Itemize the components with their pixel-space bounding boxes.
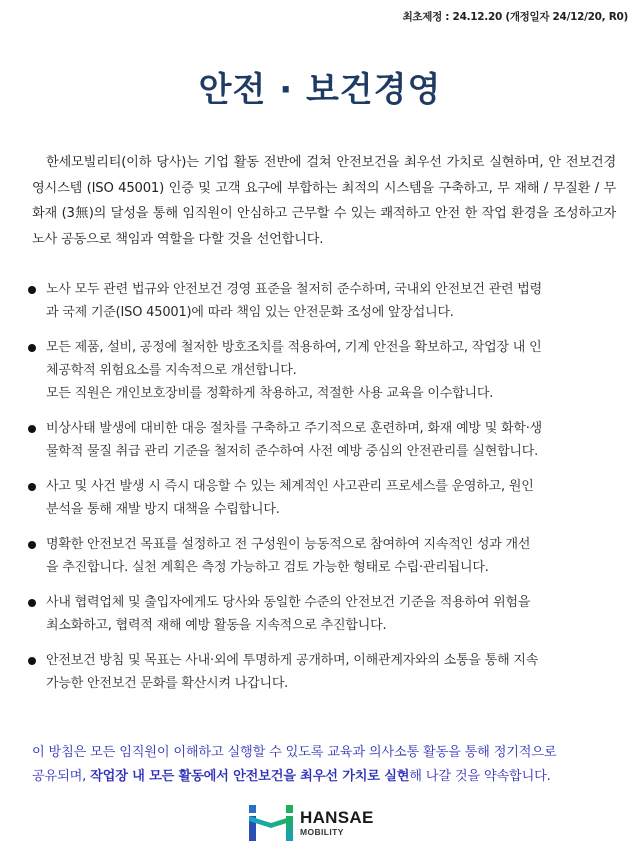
policy-line: 노사 모두 관련 법규와 안전보건 경영 표준을 철저히 준수하며, 국내외 안전보건 관련 법령 (46, 282, 543, 297)
policy-line: 모든 제품, 설비, 공정에 철저한 방호조치를 적용하여, 기계 안전을 확보하고, 작업장 내 인 (46, 340, 542, 355)
closing-statement (32, 741, 616, 789)
bullet-icon (28, 344, 36, 352)
policy-line: 체공학적 위험요소를 지속적으로 개선합니다. (46, 363, 297, 378)
policy-item (28, 278, 618, 324)
closing-line-2 (32, 765, 616, 789)
policy-line: 가능한 안전보건 문화를 확산시켜 나갑니다. (46, 676, 289, 691)
policy-item (28, 417, 618, 463)
bullet-icon (28, 286, 36, 294)
policy-line: 모든 직원은 개인보호장비를 정확하게 착용하고, 적절한 사용 교육을 이수합니다. (46, 386, 494, 401)
bullet-icon (28, 483, 36, 491)
policy-item (28, 336, 618, 405)
policy-line: 물학적 물질 취급 관리 기준을 철저히 준수하여 사전 예방 중심의 안전관리를 실현합니다. (46, 444, 539, 459)
bullet-icon (28, 425, 36, 433)
policy-line: 분석을 통해 재발 방지 대책을 수립합니다. (46, 502, 280, 517)
policy-item (28, 475, 618, 521)
intro-paragraph (32, 150, 616, 252)
logo-brand: HANSAE (300, 808, 374, 828)
bullet-icon (28, 657, 36, 665)
policy-line: 명확한 안전보건 목표를 설정하고 전 구성원이 능동적으로 참여하여 지속적인 성과 개선 (46, 537, 531, 552)
policy-line: 을 추진합니다. 실천 계획은 측정 가능하고 검토 가능한 형태로 수립·관리됩니다. (46, 560, 489, 575)
hansae-h-logo-icon (248, 804, 294, 842)
policy-item (28, 649, 618, 695)
closing-suffix: 해 나갈 것을 약속합니다. (409, 769, 551, 784)
policy-line: 사내 협력업체 및 출입자에게도 당사와 동일한 수준의 안전보건 기준을 적용하여 위험을 (46, 595, 531, 610)
policy-line: 최소화하고, 협력적 재해 예방 활동을 지속적으로 추진합니다. (46, 618, 387, 633)
intro-line: 한 작업 환경을 조성하고자 노사 공동으로 책임과 역할을 다할 것을 선언합니다. (32, 206, 616, 247)
policy-line: 사고 및 사건 발생 시 즉시 대응할 수 있는 체계적인 사고관리 프로세스를 운영하고, 원인 (46, 479, 534, 494)
policy-line: 비상사태 발생에 대비한 대응 절차를 구축하고 주기적으로 훈련하며, 화재 예방 및 화학·생 (46, 421, 543, 436)
bullet-icon (28, 599, 36, 607)
policy-line: 안전보건 방침 및 목표는 사내·외에 투명하게 공개하며, 이해관계자와의 소통을 통해 지속 (46, 653, 539, 668)
policy-item (28, 591, 618, 637)
revision-info: 최초제정 : 24.12.20 (개정일자 24/12/20, R0) (402, 11, 628, 23)
page-title: 안전 · 보건경영 (198, 70, 442, 110)
logo-wordmark (300, 809, 374, 837)
policy-list (28, 278, 618, 707)
policy-line: 과 국제 기준(ISO 45001)에 따라 책임 있는 안전문화 조성에 앞장섭니다. (46, 305, 454, 320)
policy-item (28, 533, 618, 579)
logo-sub: MOBILITY (300, 827, 344, 838)
intro-line: 재해 / 무질환 / 무화재 (3無)의 달성을 통해 임직원이 안심하고 근무할 수 있는 쾌적하고 안전 (32, 180, 616, 221)
intro-line: 한세모빌리티(이하 당사)는 기업 활동 전반에 걸쳐 안전보건을 최우선 가치로 실현하며, 안 (46, 155, 561, 170)
intro-line: 전보건경영시스템 (ISO 45001) 인증 및 고객 요구에 부합하는 최적의 시스템을 구축하고, 무 (32, 155, 616, 196)
closing-emphasis: 작업장 내 모든 활동에서 안전보건을 최우선 가치로 실현 (90, 769, 410, 784)
bullet-icon (28, 541, 36, 549)
closing-prefix: 공유되며, (32, 769, 91, 784)
closing-line-1: 이 방침은 모든 임직원이 이해하고 실행할 수 있도록 교육과 의사소통 활동을 통해 정기적으로 (32, 745, 557, 760)
company-logo (248, 803, 374, 843)
